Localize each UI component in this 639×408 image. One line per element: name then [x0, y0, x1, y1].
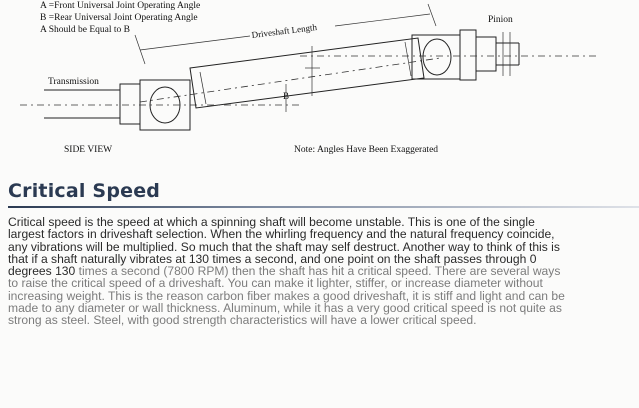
legend-line-b: B =Rear Universal Joint Operating Angle [40, 13, 198, 23]
section-title: Critical Speed [8, 180, 161, 202]
section-divider [8, 206, 639, 208]
pinion-label: Pinion [488, 15, 513, 25]
pinion-yoke [300, 30, 600, 80]
legend-line-equal: A Should be Equal to B [40, 25, 130, 35]
driveshaft-tube [140, 38, 440, 108]
side-view-label: SIDE VIEW [64, 145, 113, 155]
paragraph-text-dark: Critical speed is the speed at which a spinning shaft will become unstable. This is one of the single largest factors in driveshaft selection. When the whirling frequency and the natural frequency coincide, any vibrations will be multiplied. So much that the shaft may self destruct. Another way to think of this is that if a shaft naturally vibrates at 130 times a second, and one point on the shaft passes through 0 degrees 130 [8, 215, 560, 279]
angle-b-label: B [283, 91, 290, 101]
angles-note: Note: Angles Have Been Exaggerated [294, 145, 439, 155]
driveshaft-length-label: Driveshaft Length [251, 22, 318, 40]
paragraph-text-faded: times a second (7800 RPM) then the shaft has hit a critical speed. There are several ways to raise the critical speed of a driveshaft. You can make it lighter, stiffer, or increase diameter without increasing weight. This is the reason carbon fiber makes a good driveshaft, it is stiff and light and can be made to any diameter or wall thickness. Aluminum, while it has a very good critical speed is not quite as strong as steel. Steel, with good strength characteristics will have a lower critical speed. [8, 264, 565, 328]
legend-line-a: A =Front Universal Joint Operating Angle [40, 1, 201, 11]
transmission-label: Transmission [48, 77, 99, 87]
driveshaft-angle-diagram [0, 0, 639, 170]
transmission-yoke [20, 80, 300, 130]
critical-speed-paragraph [8, 216, 568, 327]
